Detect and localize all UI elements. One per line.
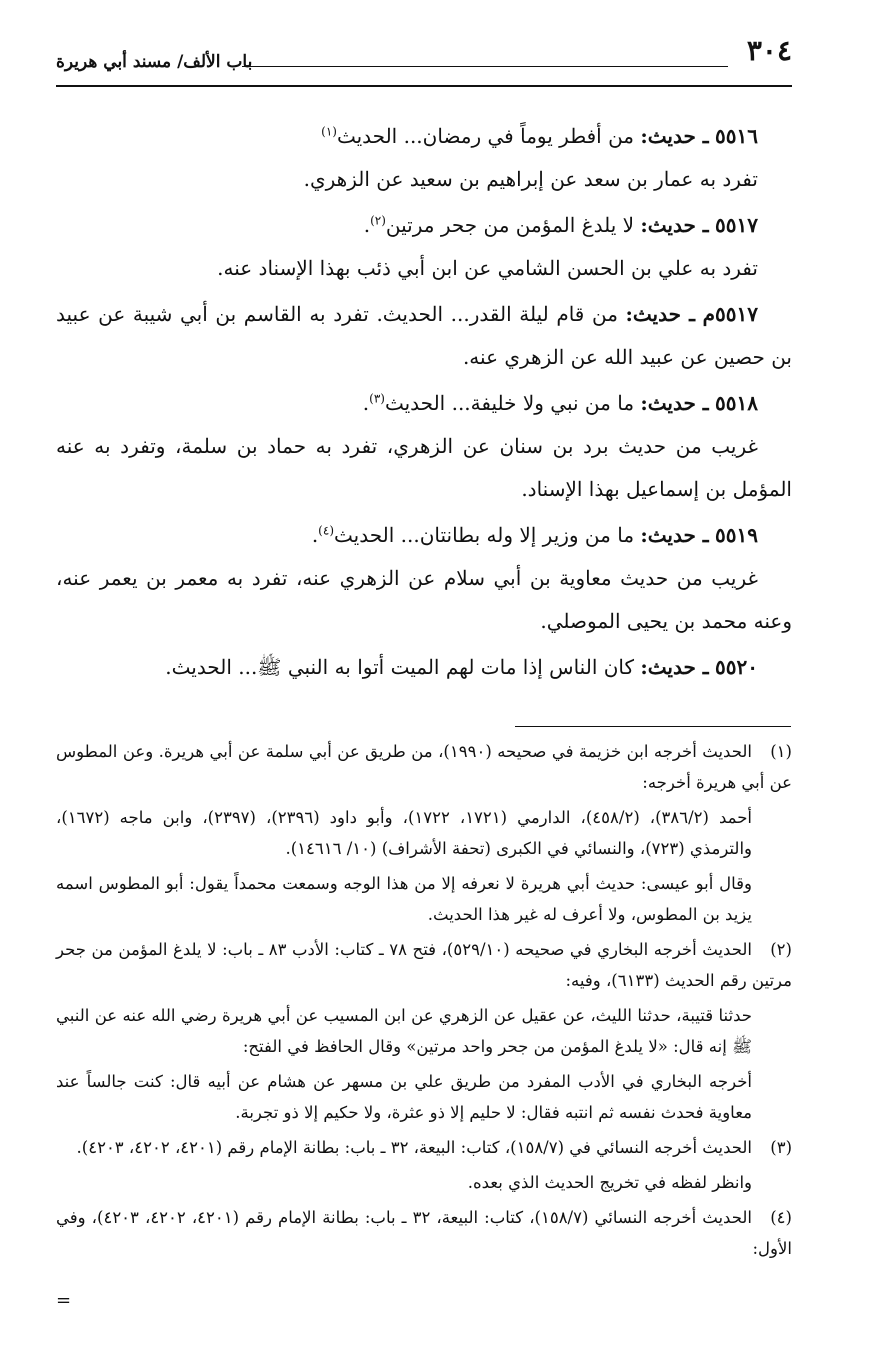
entry-keyword: ـ حديث: [625, 302, 696, 326]
footnote-text: الحديث أخرجه ابن خزيمة في صحيحه (١٩٩٠)، من طريق عن أبي سلمة عن أبي هريرة. وعن المطوس عن أبي هريرة أخرجه: [56, 742, 792, 792]
footnote-separator [515, 726, 791, 727]
entry-number: ٥٥١٧ [715, 213, 758, 237]
footnote [56, 1202, 792, 1264]
hadith-entry [56, 382, 792, 425]
entry-after: . [363, 213, 371, 237]
footnote-number: (٤) [770, 1208, 792, 1227]
entry-note: تفرد به عمار بن سعد عن إبراهيم بن سعيد عن الزهري. [303, 167, 758, 191]
footnote-ref: (٢) [370, 213, 386, 228]
entry-note: غريب من حديث معاوية بن أبي سلام عن الزهري عنه، تفرد به معمر بن يعمر عنه، وعنه محمد بن يحيى الموصلي. [56, 566, 792, 633]
header-dash-line [242, 66, 728, 67]
footnote-text: وانظر لفظه في تخريج الحديث الذي بعده. [467, 1173, 752, 1192]
entry-text: من قام ليلة القدر... الحديث. تفرد به القاسم بن أبي شيبة عن عبيد بن حصين عن عبيد الله عن الزهري عنه. [56, 302, 792, 369]
hadith-entry [56, 514, 792, 557]
entry-number: ٥٥١٩ [715, 523, 758, 547]
footnote-text: وقال أبو عيسى: حديث أبي هريرة لا نعرفه إلا من هذا الوجه وسمعت محمداً يقول: أبو المطوس اسمه يزيد بن المطوس، ولا أعرف له غير هذا الحديث. [56, 874, 752, 924]
main-text [56, 112, 792, 689]
hadith-entry [56, 115, 792, 158]
entry-text: ما من وزير إلا وله بطانتان... الحديث [334, 523, 635, 547]
entry-after: . [362, 391, 370, 415]
footnote-ref: (٤) [318, 523, 334, 538]
footnote [56, 934, 792, 996]
entry-note: غريب من حديث برد بن سنان عن الزهري، تفرد به حماد بن سلمة، وتفرد به عنه المؤمل بن إسماعيل بهذا الإسناد. [56, 434, 792, 501]
running-title: باب الألف/ مسند أبي هريرة [56, 52, 253, 72]
entry-keyword: ـ حديث: [640, 655, 709, 679]
entry-text: من أفطر يوماً في رمضان... الحديث [336, 124, 635, 148]
entry-text: كان الناس إذا مات لهم الميت أتوا به النبي ﷺ... الحديث. [165, 655, 635, 679]
footnote-number: (٢) [770, 940, 792, 959]
footnote [56, 1132, 792, 1163]
footnote-text: أحمد (٣٨٦/٢)، (٤٥٨/٢)، الدارمي (١٧٢١، ١٧٢٢)، وأبو داود (٢٣٩٦)، (٢٣٩٧)، وابن ماجه (١٦٧٢)، والترمذي (٧٢٣)، والنسائي في الكبرى (تحفة الأشراف) (١٠/ ١٤٦١٦). [56, 808, 752, 858]
footnote-text: حدثنا قتيبة، حدثنا الليث، عن عقيل عن الزهري عن ابن المسيب عن أبي هريرة رضي الله عنه عن النبي ﷺ إنه قال: «لا يلدغ المؤمن من جحر واحد مرتين» وقال الحافظ في الفتح: [56, 1006, 752, 1056]
entry-keyword: ـ حديث: [640, 124, 709, 148]
entry-keyword: ـ حديث: [640, 523, 709, 547]
footnotes [56, 736, 792, 1268]
header-rule [56, 85, 792, 87]
footnote-ref: (١) [321, 124, 337, 139]
entry-after: . [311, 523, 319, 547]
footnote [56, 736, 792, 798]
footnote-ref: (٣) [369, 391, 385, 406]
entry-number: ٥٥٢٠ [715, 655, 758, 679]
footnote-text: الحديث أخرجه البخاري في صحيحه (٥٢٩/١٠)، فتح ٧٨ ـ كتاب: الأدب ٨٣ ـ باب: لا يلدغ المؤمن من جحر مرتين رقم الحديث (٦١٣٣)، وفيه: [56, 940, 792, 990]
hadith-entry [56, 204, 792, 247]
entry-text: ما من نبي ولا خليفة... الحديث [384, 391, 635, 415]
footnote-text: أخرجه البخاري في الأدب المفرد من طريق علي بن مسهر عن هشام عن أبيه قال: كنت جالساً عند معاوية فحدث نفسه ثم انتبه فقال: لا حليم إلا ذو عثرة، ولا حكيم إلا ذو تجربة. [56, 1072, 752, 1122]
entry-keyword: ـ حديث: [640, 213, 709, 237]
entry-keyword: ـ حديث: [640, 391, 709, 415]
entry-text: لا يلدغ المؤمن من جحر مرتين [385, 213, 635, 237]
entry-note: تفرد به علي بن الحسن الشامي عن ابن أبي ذئب بهذا الإسناد عنه. [217, 256, 758, 280]
page-header [56, 34, 792, 84]
page-number: ٣٠٤ [746, 34, 792, 67]
footnote-text: الحديث أخرجه النسائي (١٥٨/٧)، كتاب: البيعة، ٣٢ ـ باب: بطانة الإمام رقم (٤٢٠١، ٤٢٠٢، ٤٢٠٣)، وفي الأول: [56, 1208, 792, 1258]
hadith-entry [56, 646, 792, 689]
footnote-text: الحديث أخرجه النسائي في (١٥٨/٧)، كتاب: البيعة، ٣٢ ـ باب: بطانة الإمام رقم (٤٢٠١، ٤٢٠٢، ٤٢٠٣). [76, 1138, 752, 1157]
footnote-number: (٣) [770, 1138, 792, 1157]
continuation-mark: = [56, 1290, 72, 1311]
entry-number: ٥٥١٨ [715, 391, 758, 415]
entry-number: ٥٥١٧م [702, 302, 758, 326]
hadith-entry [56, 293, 792, 379]
entry-number: ٥٥١٦ [715, 124, 758, 148]
footnote-number: (١) [770, 742, 792, 761]
